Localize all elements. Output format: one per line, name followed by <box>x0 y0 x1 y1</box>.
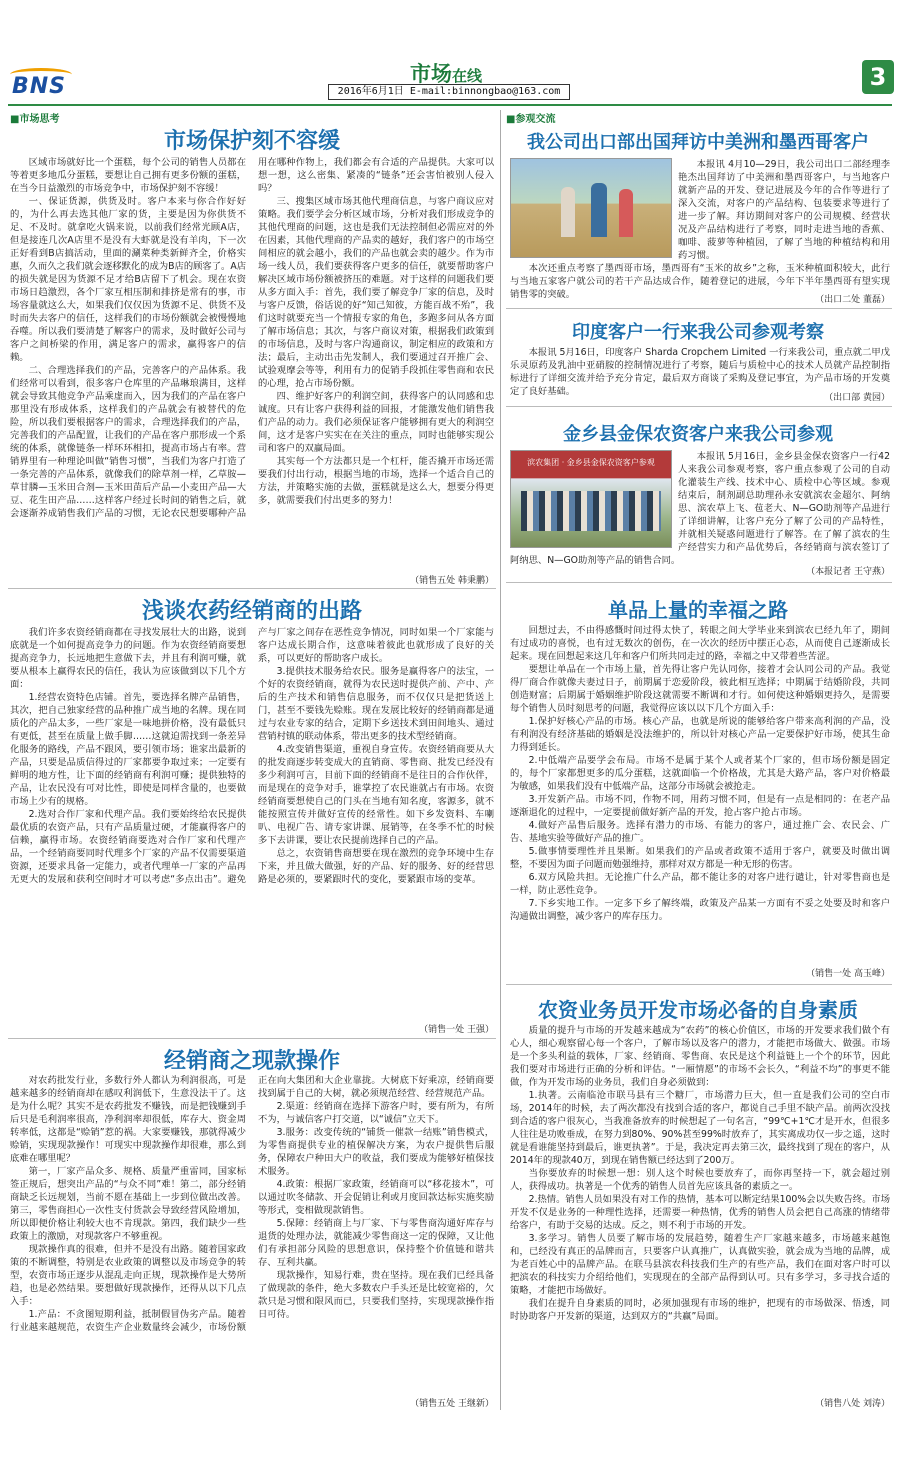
article-paragraph: 3.多学习。销售人员要了解市场的发展趋势，随着生产厂家越来越多，市场越来越饱和，已经没有真正的品牌而言，只要客户认真推广，认真做实验，就会成为当地的品牌，成为老百姓心中的品牌产品。在联马县滨农科技我们生产的有些产品，我们在面对客户时可以把滨农的科技实力介绍给他们，实现现在的全部产品得到认可。只有多学习，多寻找合适的策略，才能把市场做好。 <box>510 1233 890 1296</box>
article-paragraph: 1.产品：不贪图短期利益，抵制假冒伪劣产品。随着行业越来越规范，农资生产企业数量终会减少，市场份额正在向大集团和大企业靠拢。大树底下好乘凉，经销商要找到属于自己的大树，就必须规范经营、经营规范产品。 <box>10 1075 494 1333</box>
masthead <box>0 0 900 110</box>
article-body <box>10 156 494 576</box>
article-paragraph: 5.做事情要理性并且果断。如果我们的产品或者政策不适用于客户，就要及时做出调整，不要因为面子问题而勉强维持，那样对双方都是一种无形的伤害。 <box>510 846 890 870</box>
section-name: 市场 <box>410 61 452 86</box>
article-paragraph: 现款操作，知易行难，贵在坚持。现在我们已经具备了做现款的条件，绝大多数农户手头还是比较宽裕的，欠款只是习惯和限风而已，只要我们坚持，实现现款操作指日可待。 <box>258 1270 494 1320</box>
article-paragraph: 1.经营农资特色店铺。首先，要选择名牌产品销售，其次，把自己独家经营的品种推广成当地的名牌。现在同质化的产品太多，一些厂家是一味地拼价格，没有最低只有更低，甚至在质量上做手脚……这就迫需找到一条差异化服务的路线，产品不跟风，要引领市场；谁家出最新的产品，只要是品质信得过的厂家都要争取过来；一定要有鲜明的地方性，让下面的经销商有利润可赚；提供独特的产品，让农民没有可对比性，即使是同样含量的，也要做市场上少有的规格。 <box>10 692 246 807</box>
article-body <box>510 450 890 572</box>
dateline: 2016年6月1日 E-mail:binnongbao@163.com <box>328 84 570 100</box>
article-paragraph: 1.保护好核心产品的市场。核心产品，也就是所说的能够给客户带来高利润的产品，没有利润没有经济基础的婚姻是没法维护的，所以针对核心产品一定要保护好市场，使其生命力得到延长。 <box>510 716 890 753</box>
article-paragraph: 总之，农资销售商想要在现在激烈的竞争环境中生存下来，并且做大做强，好的产品、好的服务、好的经营思路是必须的，要紧跟时代的变化，要紧跟市场的变革。 <box>258 848 494 885</box>
article-byline: （出口二处 董磊） <box>815 295 890 305</box>
article-title: 经销商之现款操作 <box>163 1048 340 1074</box>
article-paragraph: 5.保障：经销商上与厂家、下与零售商沟通好库存与退货的处理办法，就能减少零售商这一定的保障，又让他们有承担部分风险的思想意识，保持整个价值链和谐共存、互利共赢。 <box>258 1218 494 1268</box>
section-rule <box>506 582 892 583</box>
article-paragraph: 其实每一个方法都只是一个杠杆，能否撬开市场还需要我们付出行动，根据当地的市场，选择一个适合自己的方法，并策略实施的去做，蛋糕就是这么大，想要分得更多，就需要我们付出更多的努力！ <box>258 456 494 506</box>
article-byline: （销售一处 高玉峰） <box>806 969 890 979</box>
article-paragraph: 2.中低端产品要学会布局。市场不是属于某个人或者某个厂家的，但市场份额是固定的，每个厂家都想更多的瓜分蛋糕，这就面临一个价格战，尤其是大路产品，客户对价格最为敏感，如果我们没有中低端产品，这部分市场就会被抢走。 <box>510 755 890 792</box>
article-paragraph: 回想过去，不由得感慨时间过得太快了，转眼之间大学毕业来到滨农已经九年了，期间有过成功的喜悦，也有过无数次的创伤，在一次次的经历中摆正心态，从而使自己逐渐成长起来。现在回想起来这几年和客户们所共同走过的路，幸福之中又带着些苦涩。 <box>510 625 890 662</box>
article-paragraph: 区域市场就好比一个蛋糕，每个公司的销售人员都在等着更多地瓜分蛋糕，要想让自己拥有更多份额的蛋糕，在当今日益激烈的市场竞争中，市场保护刻不容缓！ <box>10 157 246 194</box>
right-column-label: ■参观交流 <box>506 114 556 125</box>
article-paragraph: 6.双方风险共担。无论推广什么产品，都不能让多的对客户进行谴让，针对零售商也是一样，防止恶性竞争。 <box>510 872 890 896</box>
article-title: 单品上量的幸福之路 <box>608 598 788 622</box>
article-byline: （本报记者 王守燕） <box>806 567 890 577</box>
section-rule <box>506 984 892 985</box>
article-paragraph: 本报讯 4月10—29日，我公司出口二部经理李艳杰出国拜访了中美洲和墨西哥客户，与当地客户就新产品的开发、登记进展及今年的合作等进行了深入交流，对客户的产品结构、包装要求等进行了进一步了解。拜访期间对客户的公司规模、经营状况及产品结构进行了考察，同时走进当地的香蕉、咖啡、菠萝等种植园，了解了当地的种植结构和用药习惯。 <box>678 159 890 261</box>
photo-banner: 滨农集团 · 金乡县金保农资客户参观 <box>527 458 655 467</box>
article-paragraph: 二、合理选择我们的产品，完善客户的产品体系。我们经常可以看到，很多客户仓库里的产品琳琅满目，这样就会导致其他竞争产品乘虚而入，因为我们的产品在客户那里没有形成体系，这样我们的产品就会有被替代的危险，所以我们要根据客户的需求，合理选择我们的产品，完善我们的产品配置，让我们的产品在客户那形成一个系统的体系，就像链条一样环环相扣，提高市场占有率。营销界里有一种理论叫做“销售习惯”，当我们为客户打造了一条完善的产品体系，就像我们的除草剂一样，乙草胺—草甘膦—玉米田合剂—玉米田苗后产品—小麦田产品—大豆、花生田产品……这样客户经过长时间的销售之后，就会逐渐养成销售我们产品的习惯，无论农民想要哪种产品用在哪种作物上，我们都会有合适的产品提供。大家可以想一想，这么密集、紧凑的“链条”还会害怕被别人侵入吗？ <box>10 157 494 519</box>
article-paragraph: 本报讯 5月16日，金乡县金保农资客户一行42人来我公司参观考察，客户重点参观了公司的自动化灌装生产线、技术中心、质检中心等区域。参观结束后，制剂副总助理孙永安就滨农金超尔、阿纳思、滨农草上飞、苞老大、N—GO助剂等产品进行了详细讲解，让客户充分了解了公司的产品特性，并就相关疑惑问题进行了解答。在了解了滨农的生产经营实力和产品优势后，各经销商与滨农签订了阿纳思、N—GO助剂等产品的销售合同。 <box>510 451 890 566</box>
article-paragraph: 当你要放弃的时候想一想：别人这个时候也要放弃了，而你再坚持一下，就会超过别人，获得成功。执著是一个优秀的销售人员首先应该具备的素质之一。 <box>510 1168 890 1192</box>
logo: BNS <box>12 74 67 99</box>
article-paragraph: 2.热情。销售人员如果没有对工作的热情，基本可以断定结果100%会以失败告终。市场开发不仅是业务的一种理性选择，还需要一种热情，优秀的销售人员会把自己高涨的情绪带给客户，有助于交易的达成。反之，则不利于市场的开发。 <box>510 1194 890 1231</box>
article-title: 印度客户一行来我公司参观考察 <box>572 322 824 343</box>
article-paragraph: 3.提供技术服务给农民。服务是赢得客户的法宝，一个好的农资经销商，就得为农民送时提供产前、产中、产后的生产技术和销售信息服务，而不仅仅只是把货送上门，甚至不要钱先赊账。现在发展比较好的经销商都是通过与农业专家的结合，定期下乡送技术到田间地头、通过营销村镇的联动体系，带出更多的技术型经销商。 <box>258 666 494 742</box>
article-paragraph: 2.渠道：经销商在选择下游客户时，要有所为，有所不为，与诚信客户打交道，以“诚信”立天下。 <box>258 1101 494 1125</box>
article-paragraph: 4.做好产品售后服务。选择有潜力的市场、有能力的客户，通过推广会、农民会、广告、基地实验等做好产品的推广。 <box>510 820 890 844</box>
column-divider <box>500 110 501 1410</box>
article-paragraph: 本报讯 5月16日，印度客户 Sharda Cropchem Limited 一行来我公司，重点就二甲戊乐灵原药及乳油中亚硝胺的控制情况进行了考察，随后与质检中心的技术人员就产品控制指标进行了详细交流并给予充分肯定，最后双方商谈了采购及登记事宜，为产品市场的开发奠定了良好基础。 <box>510 347 890 397</box>
section-sub: 在线 <box>452 67 483 85</box>
page-number: 3 <box>862 60 894 94</box>
article-title: 浅谈农药经销商的出路 <box>141 598 362 624</box>
article-byline: （销售八处 刘涛） <box>815 1399 890 1409</box>
section-rule <box>506 308 892 309</box>
article-paragraph: 质量的提升与市场的开发越来越成为“农药”的核心价值区，市场的开发要求我们做个有心人，细心观察留心每一个客户，了解市场以及客户的潜力，才能把市场做大、做强。市场是一个多头利益的载体，厂家、经销商、零售商、农民是这个利益链上一个个的环节，因此我们要对市场进行正确的分析和评估。“一厢情愿”的市场不会长久，“利益不均”的事更不能做，作为开发市场的业务员，我们自身必须做到： <box>510 1025 890 1088</box>
article-paragraph: 对农药批发行业，多数行外人都认为利润很高，可是越来越多的经销商却在感叹利润低下，生意没法干了。这是为什么呢？其实不是农药批发不赚钱，而是把钱赚到手后只是毛利润率很高，净利润率却很低，库存大、资金周转率低，这都是“赊销”惹的祸。大家要赚钱，那就得减少赊销，实现现款操作！可现实中现款操作却很难，那么到底难在哪里呢？ <box>10 1075 246 1164</box>
article-byline: （销售一处 王强） <box>419 1025 494 1035</box>
article-paragraph: 三、搜集区域市场其他代理商信息，与客户商议应对策略。我们要学会分析区域市场，分析对我们形成竞争的其他代理商的问题，这也是我们无法控制但必需应对的外在因素，其他代理商的产品卖的越好，我们客户的市场空间相应的就会越小，我们的产品也就会卖的越少。作为市场一线人员，我们要获得客户更多的信任，就要帮助客户解决区域市场份额被挤压的难题。对于这样的问题我们要从多方面入手：首先，我们要了解竞争厂家的信息，及时与客户反馈，俗话说的好“知己知彼，方能百战不殆”，我们这时就要充当一个情报专家的角色，多跑多问从各方面了解市场信息；其次，与客户商议对策，根据我们政策到的市场信息，及时与客户沟通商议，制定相应的政策和方法；最后，主动出击先发制人，我们要通过召开推广会、试验观摩会等等，利用有力的促销手段抓住零售商和农民的心理，抢占市场份额。 <box>258 196 494 389</box>
article-paragraph: 3.开发新产品。市场不同，作物不同，用药习惯不同，但是有一点是相同的：在老产品逐渐退化的过程中，一定要提前做好新产品的开发，抢占客户抢占市场。 <box>510 794 890 818</box>
article-title: 市场保护刻不容缓 <box>163 128 340 154</box>
section-rule <box>506 406 892 407</box>
photo-spacer <box>510 450 678 554</box>
article-body <box>510 158 890 300</box>
article-paragraph: 4.政策：根据厂家政策，经销商可以“移花接木”，可以通过吹冬储款、开会促销让利或月度回款达标实施奖励等形式，变相做现款销售。 <box>258 1179 494 1216</box>
section-rule <box>8 588 496 589</box>
left-column-label: ■市场思考 <box>10 114 60 125</box>
article-paragraph: 本次还重点考察了墨西哥市场，墨西哥有“玉米的故乡”之称，玉米种植面积较大，此行与当地五家客户就公司的若干产品达成合作，随着登记的进展，今年下半年墨西哥有望实现销售零的突破。 <box>510 263 890 300</box>
article-paragraph: 1.执著。云南临沧市联马县有三个糖厂，市场潜力巨大，但一直是我们公司的空白市场，2014年的时候，去了两次都没有找到合适的客户，都说自己手里不缺产品。前两次没找到合适的客户很灰心，当我准备放弃的时候想起了一句名言，“99℃+1℃才是开水，但很多人往往是功败垂成，在努力到80%、90%甚至99%时放弃了，其实离成功仅一步之遥，这时就是看谁能坚持到最后，谁更执著”。于是，我决定再去第三次，最终找到了现在的客户，从2014年的现款40万，到现在销售额已经达到了200万。 <box>510 1090 890 1166</box>
article-title: 金乡县金保农资客户来我公司参观 <box>563 424 833 445</box>
article-paragraph: 7.下乡实地工作。一定多下乡了解终端，政策及产品某一方面有不妥之处要及时和客户沟通做出调整，减少客户的库存压力。 <box>510 898 890 922</box>
article-byline: （销售五处 王继新） <box>410 1399 494 1409</box>
article-paragraph: 第一，厂家产品众多、规格、质量严重雷同，国家标签正规后，想突出产品的“与众不同”难！第二，部分经销商缺乏长远规划，当前不愿在基础上一步到位做出改善。第三，零售商担心一次性支付货款会导致经营风险增加，所以即便价格让利较大也不肯现款。第四，我们缺少一些政策上的激励，对现款客户不够重视。 <box>10 1166 246 1242</box>
article-title: 农资业务员开发市场必备的自身素质 <box>538 998 858 1022</box>
article-paragraph: 我们在提升自身素质的同时，必须加强现有市场的维护，把现有的市场做深、悟透，同时协助客户开发新的渠道，达到双方的“共赢”局面。 <box>510 1298 890 1322</box>
masthead-rule <box>8 104 892 106</box>
article-paragraph: 现款操作真的很难，但并不是没有出路。随着国家政策的不断调整，特别是农业政策的调整以及市场竞争的转型，农资市场正逐步从混乱走向正规，现款操作是大势所趋，也是必然结果。要想做好现款操作，还得从以下几点入手： <box>10 1244 246 1307</box>
article-body <box>510 1024 890 1394</box>
article-paragraph: 一、保证货源，供货及时。客户本来与你合作好好的，为什么再去选其他厂家的货，主要是因为你供货不足、不及时。就拿吃火锅来说，以前我们经常光顾A店，但是接连几次A店里不是没有大虾就是没有羊肉，下一次正好看到B店搞活动，里面的涮菜种类新鲜齐全，价格实惠，久而久之我们就会逐移默化的成为B店的顾客了。A店的损失就是因为货源不足才给B店留下了机会。现在农资市场日趋激烈，各个厂家互相压制和排挤是常有的事，市场容量就这么大，如果我们仅仅因为货源不足、供货不及时而失去客户的信任，这样我们的市场份额就会被慢慢地吞噬。所以我们要清楚了解客户的需求，及时做好公司与客户之间桥梁的作用，满足客户的需求，赢得客户的信赖。 <box>10 196 246 363</box>
article-byline: （销售五处 韩秉鹏） <box>410 576 494 586</box>
article-paragraph: 3.服务：改变传统的“铺货一催款一结账”销售模式，为零售商提供专业的植保解决方案，为农户提供售后服务，保障农户种田大户的收益，我们要成为能够好植保技术服务。 <box>258 1127 494 1177</box>
article-paragraph: 2.选对合作厂家和代理产品。我们要始终给农民提供最优质的农资产品，只有产品质量过硬，才能赢得客户的信赖，赢得市场。农资经销商要选对合作厂家和代理产品，一个经销商要同时代理多个厂家的产品不仅需要渠道资源，还要求具备一定能力，或者代理单一厂家的产品再无更大的发展和获利空间时才可以考虑“多点出击”。避免产与厂家之间存在恶性竞争情况，同时如果一个厂家能与客户达成长期合作，这意味着彼此也就形成了良好的关系，可以更好的帮助客户成长。 <box>10 627 494 885</box>
photo-spacer <box>510 158 678 262</box>
article-body <box>10 626 494 1030</box>
article-byline: （出口部 黄园） <box>824 393 890 403</box>
section-rule <box>8 1038 496 1039</box>
article-paragraph: 要想让单品在一个市场上量，首先得让客户先认同你，接着才会认同公司的产品。我觉得厂商合作就像夫妻过日子，前期属于恋爱阶段，彼此相互选择；中期属于结婚阶段，共同创造财富；后期属于婚姻维护阶段这就需要不断调和才行。如何使这种婚姻更持久，是需要每个销售人员时刻思考的问题，我觉得应该以以下几个方面入手： <box>510 664 890 714</box>
article-body <box>10 1074 494 1394</box>
article-paragraph: 四、维护好客户的利润空间，获得客户的认同感和忠诚度。只有让客户获得利益的回报，才能激发他们销售我们产品的动力。我们必须保证客户能够拥有更大的利润空间，这才是客户实实在在关注的重点，同时也能够实现公司和客户的双赢局面。 <box>258 391 494 454</box>
article-paragraph: 我们许多农资经销商都在寻找发展壮大的出路，说到底就是一个如何提高竞争力的问题。作为农资经销商要想提高竞争力，长远地把生意做下去，并且有利润可赚，就要从根本上赢得农民的信任，我认为应该做到以下几个方面： <box>10 627 246 690</box>
article-paragraph: 4.改变销售渠道，重视自身宣传。农资经销商要从大的批发商逐步转变成大的直销商、零售商、批发已经没有多少利润可言，目前下面的经销商不是往日的合作伙伴，而是现在的竞争对手，谁掌控了农民谁就占有市场。农资经销商要想使自己的门头在当地有知名度，客源多，就不能按照宣传并做好宣传的经常性。如下乡发资料、车喇叭、电视广告、请专家讲课、展销等，在冬季不忙的时候多下去讲课，要让农民提前选择自己的产品。 <box>258 744 494 846</box>
article-title: 我公司出口部出国拜访中美洲和墨西哥客户 <box>527 132 869 153</box>
article-body <box>510 624 890 980</box>
